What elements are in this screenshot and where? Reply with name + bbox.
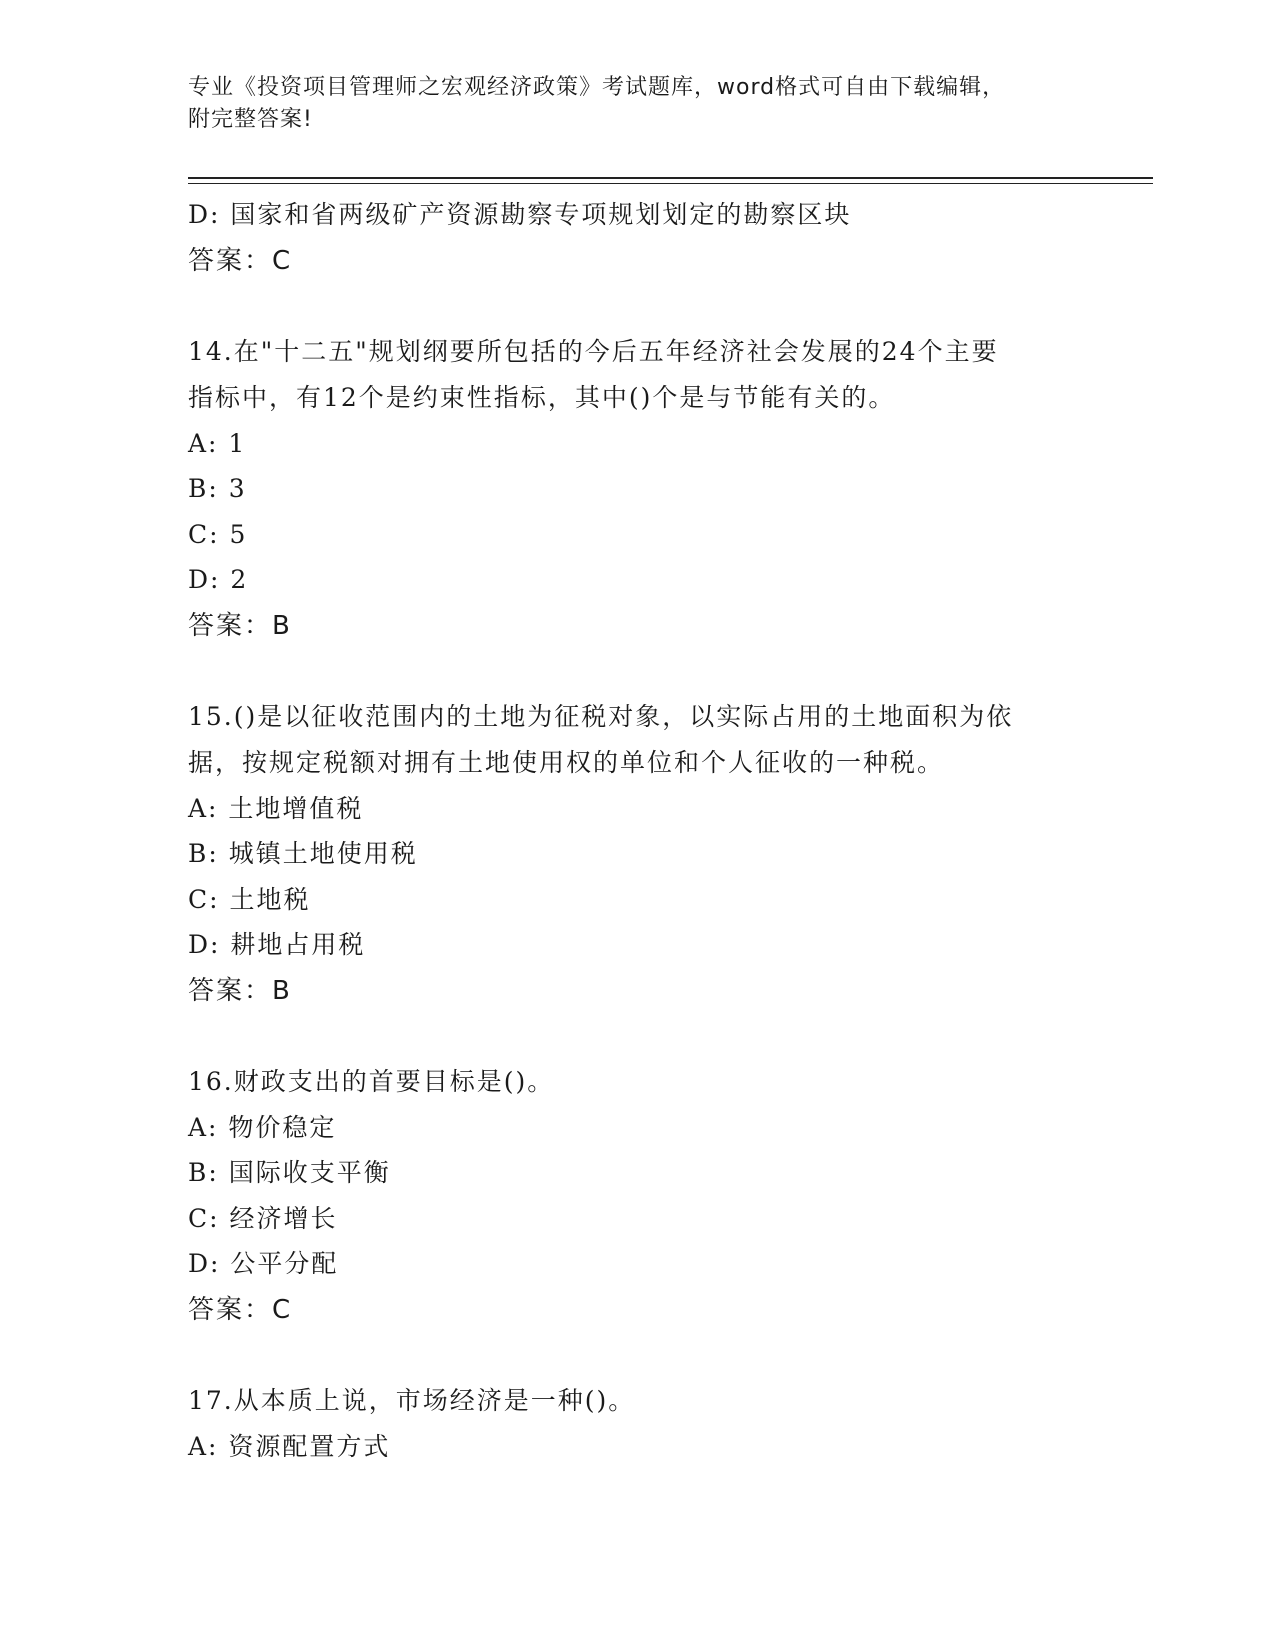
- option-d: D: 耕地占用税: [188, 930, 366, 959]
- option-c: C: 5: [188, 519, 248, 549]
- header-divider-thin: [188, 183, 1153, 184]
- option-d: D: 公平分配: [188, 1249, 339, 1278]
- answer: 答案：B: [188, 975, 292, 1006]
- option-b: B: 3: [188, 474, 247, 503]
- question-text-line: 16.财政支出的首要目标是()。: [188, 1066, 555, 1096]
- carryover-option-d: D: 国家和省两级矿产资源勘察专项规划划定的勘察区块: [188, 200, 852, 229]
- option-a: A: 1: [188, 428, 247, 458]
- question-17: [188, 1378, 1088, 1470]
- option-a: A: 土地增值税: [188, 793, 364, 823]
- option-a: A: 物价稳定: [188, 1112, 337, 1142]
- question-15: [188, 694, 1088, 1014]
- option-d: D: 2: [188, 565, 249, 594]
- question-text-line: 据，按规定税额对拥有土地使用权的单位和个人征收的一种税。: [188, 747, 945, 777]
- question-text-line: 17.从本质上说，市场经济是一种()。: [188, 1385, 636, 1415]
- option-b: B: 国际收支平衡: [188, 1158, 391, 1187]
- option-a: A: 资源配置方式: [188, 1431, 391, 1461]
- option-b: B: 城镇土地使用税: [188, 839, 418, 868]
- header-divider-thick: [188, 177, 1153, 179]
- question-text-line: 15.()是以征收范围内的土地为征税对象，以实际占用的土地面积为依: [188, 701, 1014, 731]
- document-header: [188, 72, 1068, 136]
- question-16: [188, 1059, 1088, 1333]
- question-content: [188, 192, 1088, 1469]
- option-c: C: 经济增长: [188, 1203, 338, 1233]
- answer: 答案：B: [188, 610, 292, 641]
- header-line-1: 专业《投资项目管理师之宏观经济政策》考试题库，word格式可自由下载编辑，: [188, 75, 1006, 100]
- answer: 答案：C: [188, 1294, 293, 1325]
- question-text-line: 14.在"十二五"规划纲要所包括的今后五年经济社会发展的24个主要: [188, 336, 999, 366]
- header-line-2: 附完整答案!: [188, 107, 313, 132]
- question-14: [188, 329, 1088, 649]
- carryover-answer: 答案：C: [188, 245, 293, 276]
- question-text-line: 指标中，有12个是约束性指标，其中()个是与节能有关的。: [188, 382, 896, 412]
- option-c: C: 土地税: [188, 884, 311, 914]
